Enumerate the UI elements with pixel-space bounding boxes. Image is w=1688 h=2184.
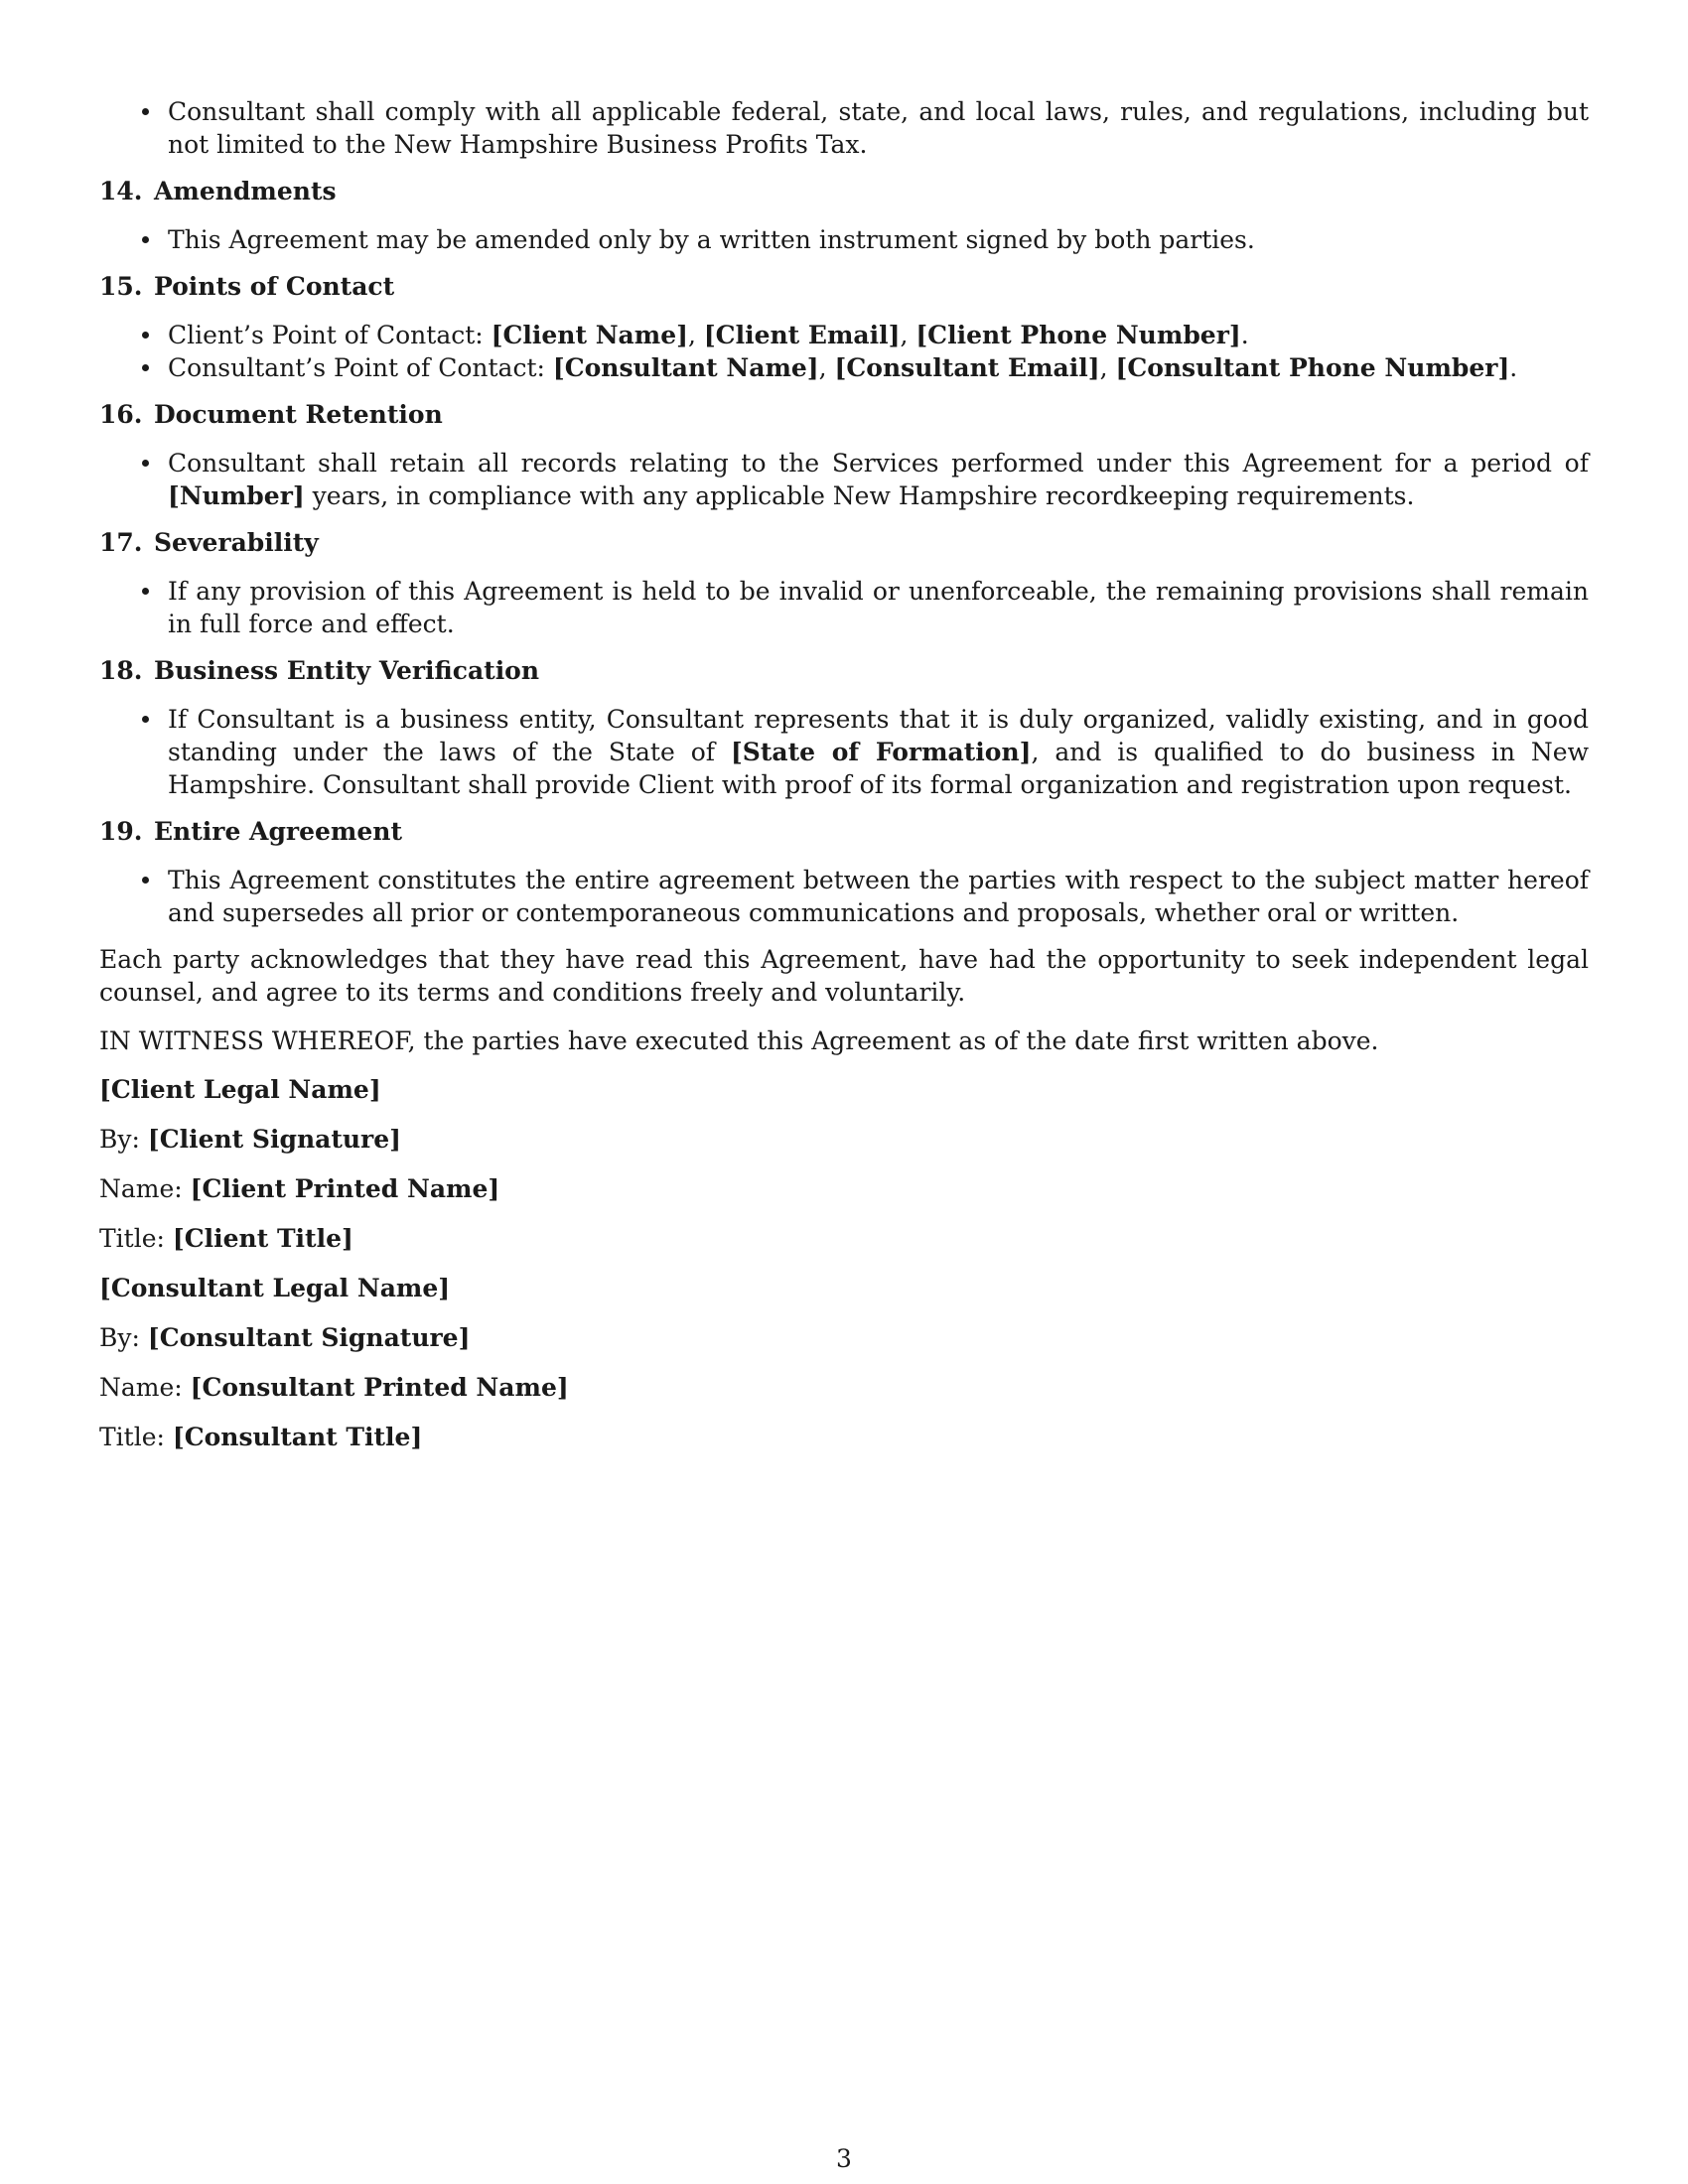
client-legal-name: [Client Legal Name]: [99, 1075, 381, 1104]
section-17-heading: [99, 526, 1589, 559]
consultant-contact-bullet: [168, 351, 1589, 384]
number-placeholder: [Number]: [168, 481, 305, 510]
consultant-signature-placeholder: [Consultant Signature]: [147, 1323, 471, 1352]
consultant-signature-line: [99, 1321, 1589, 1354]
state-placeholder: [State of Formation]: [730, 738, 1032, 766]
client-title-line: [99, 1222, 1589, 1255]
section-title: Amendments: [154, 177, 337, 205]
title-label: Title:: [99, 1224, 173, 1253]
page-number: 3: [836, 2144, 852, 2173]
section-number: 15.: [99, 272, 143, 301]
retention-text-after: years, in compliance with any applicable New Hampshire recordkeeping requirements.: [304, 481, 1415, 510]
consultant-printed-name-placeholder: [Consultant Printed Name]: [190, 1373, 569, 1402]
section-16-heading: [99, 398, 1589, 431]
section-16-list: [99, 447, 1589, 512]
section-number: 14.: [99, 177, 143, 205]
section-19-heading: [99, 815, 1589, 848]
separator: ,: [900, 321, 916, 349]
client-printed-name-placeholder: [Client Printed Name]: [190, 1174, 500, 1203]
section-14-list: [99, 223, 1589, 256]
section-title: Points of Contact: [154, 272, 395, 301]
entire-agreement-bullet: This Agreement constitutes the entire agreement between the parties with respect to the subject matter hereof and supersedes all prior or contemporaneous communications and proposals, whether oral or written.: [168, 866, 1589, 927]
name-label: Name:: [99, 1174, 191, 1203]
consultant-name-placeholder: [Consultant Name]: [552, 353, 819, 382]
entity-text-before: If Consultant is a business entity, Consultant represents that it is duly organized, validly existing, and in good standing under the laws of the State of: [168, 705, 1589, 766]
terminator: .: [1509, 353, 1518, 382]
section-title: Severability: [154, 528, 319, 557]
severability-bullet: If any provision of this Agreement is held to be invalid or unenforceable, the remaining provisions shall remain in full force and effect.: [168, 577, 1589, 638]
separator: ,: [1099, 353, 1116, 382]
client-contact-prefix: Client’s Point of Contact:: [168, 321, 492, 349]
title-label: Title:: [99, 1423, 173, 1451]
section-17-list: [99, 575, 1589, 640]
by-label: By:: [99, 1125, 148, 1154]
section-title: Document Retention: [154, 400, 443, 429]
consultant-printed-name-line: [99, 1371, 1589, 1404]
section-title: Entire Agreement: [154, 817, 402, 846]
consultant-title-line: [99, 1421, 1589, 1453]
retention-bullet: [168, 447, 1589, 512]
section-number: 19.: [99, 817, 143, 846]
amendments-bullet: This Agreement may be amended only by a written instrument signed by both parties.: [168, 223, 1589, 256]
consultant-contact-prefix: Consultant’s Point of Contact:: [168, 353, 553, 382]
separator: ,: [687, 321, 704, 349]
client-legal-name-line: [99, 1073, 1589, 1106]
client-signature-line: [99, 1123, 1589, 1156]
section-18-heading: [99, 654, 1589, 687]
section-15-list: [99, 319, 1589, 384]
client-printed-name-line: [99, 1172, 1589, 1205]
section-number: 16.: [99, 400, 143, 429]
client-contact-bullet: [168, 319, 1589, 351]
client-name-placeholder: [Client Name]: [491, 321, 688, 349]
consultant-legal-name: [Consultant Legal Name]: [99, 1274, 451, 1302]
retention-text-before: Consultant shall retain all records relating to the Services performed under this Agreement for a period of: [168, 449, 1589, 478]
client-signature-placeholder: [Client Signature]: [147, 1125, 401, 1154]
consultant-email-placeholder: [Consultant Email]: [834, 353, 1100, 382]
section-18-list: [99, 703, 1589, 801]
section-title: Business Entity Verification: [154, 656, 540, 685]
compliance-bullet: Consultant shall comply with all applicable federal, state, and local laws, rules, and regulations, including but not limited to the New Hampshire Business Profits Tax.: [168, 97, 1589, 159]
compliance-list: [99, 95, 1589, 161]
separator: ,: [818, 353, 835, 382]
entity-verification-bullet: [168, 703, 1589, 801]
consultant-legal-name-line: [99, 1272, 1589, 1304]
consultant-title-placeholder: [Consultant Title]: [172, 1423, 423, 1451]
name-label: Name:: [99, 1373, 191, 1402]
section-14-heading: [99, 175, 1589, 207]
consultant-phone-placeholder: [Consultant Phone Number]: [1115, 353, 1510, 382]
client-email-placeholder: [Client Email]: [703, 321, 901, 349]
client-title-placeholder: [Client Title]: [172, 1224, 353, 1253]
section-19-list: [99, 864, 1589, 929]
document-page: [99, 95, 1589, 1470]
acknowledgement-paragraph: Each party acknowledges that they have read this Agreement, have had the opportunity to seek independent legal counsel, and agree to its terms and conditions freely and voluntarily.: [99, 945, 1589, 1007]
section-15-heading: [99, 270, 1589, 303]
client-phone-placeholder: [Client Phone Number]: [915, 321, 1241, 349]
witness-paragraph: IN WITNESS WHEREOF, the parties have executed this Agreement as of the date first written above.: [99, 1026, 1379, 1055]
entity-text-after: , and is qualified to do business in New Hampshire. Consultant shall provide Client with proof of its formal organization and registration upon request.: [168, 738, 1589, 799]
by-label: By:: [99, 1323, 148, 1352]
terminator: .: [1240, 321, 1249, 349]
section-number: 18.: [99, 656, 143, 685]
section-number: 17.: [99, 528, 143, 557]
